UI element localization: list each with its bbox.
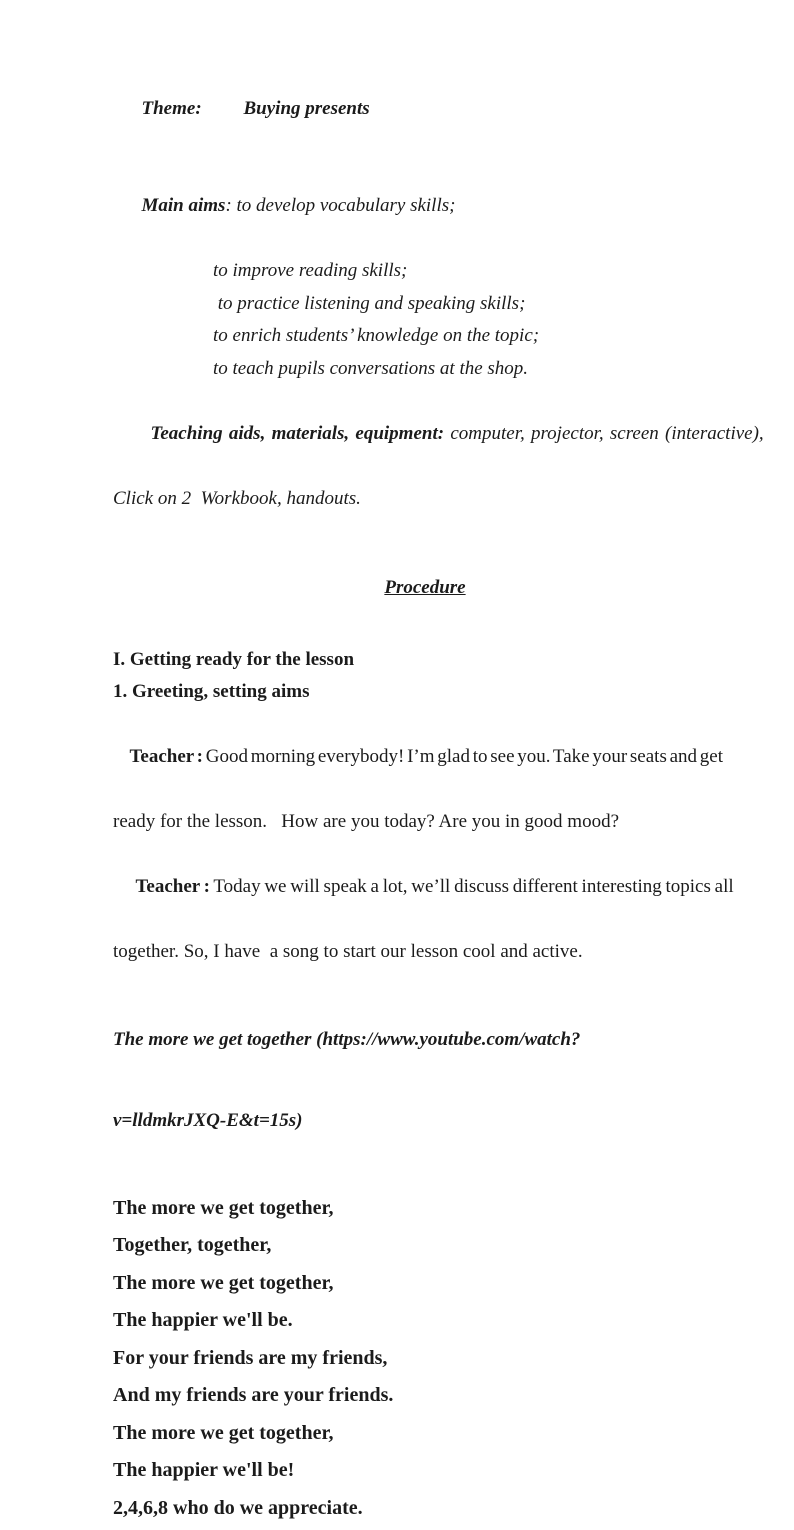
theme-label-box: [142, 93, 244, 126]
aim-line-3: to practice listening and speaking skills;: [213, 292, 526, 314]
section-heading-2: 1. Greeting, setting aims: [113, 681, 310, 702]
song-title-line-2: v=lldmkrJXQ-E&t=15s): [113, 1109, 303, 1131]
teacher2-line-2: together. So, I have a song to start our lesson cool and active.: [113, 941, 583, 962]
aim-line-1: to develop vocabulary skills;: [236, 195, 456, 216]
song-line: The happier we'll be!: [113, 1459, 295, 1481]
teaching-aids-line-2: Click on 2 Workbook, handouts.: [113, 487, 361, 509]
song-line: The more we get together,: [113, 1196, 334, 1219]
teaching-aids-line-1: [113, 385, 764, 483]
document-content: [113, 60, 764, 1530]
section-heading-1: I. Getting ready for the lesson: [113, 648, 355, 670]
song-line: The more we get together,: [113, 1421, 334, 1444]
teacher-label: Teacher :: [129, 746, 203, 767]
teacher2-text-1: Today we will speak a lot, we’ll discuss different interesting topics all: [209, 876, 734, 897]
song-line: Together, together,: [113, 1234, 272, 1256]
teacher-label-2: Teacher :: [135, 876, 210, 897]
main-aims-row: [113, 158, 737, 256]
procedure-heading-row: [113, 572, 737, 605]
teacher1-text-1: Good morning everybody! I’m glad to see you. Take your seats and get: [202, 746, 723, 767]
song-line: And my friends are your friends.: [113, 1384, 394, 1406]
teaching-aids-rest: computer, projector, screen (interactive),: [444, 422, 764, 444]
aim-line-2: to improve reading skills;: [213, 260, 408, 281]
song-title: [113, 972, 737, 1188]
teaching-aids-label: Teaching aids, materials, equipment:: [150, 422, 445, 444]
aim-line-5: to teach pupils conversations at the shop.: [213, 357, 529, 379]
teacher1-line-1: [113, 709, 737, 807]
theme-label: Theme:: [141, 97, 202, 119]
main-aims-colon: :: [225, 195, 232, 216]
aim-line-4: to enrich students’ knowledge on the topic;: [213, 325, 540, 346]
song-line: 2,4,6,8 who do we appreciate.: [113, 1496, 363, 1519]
main-aims-label: Main aims: [141, 195, 226, 216]
procedure-heading: Procedure: [384, 577, 466, 598]
main-aims-label-box: [142, 190, 237, 223]
song-title-line-1: The more we get together (https://www.youtube.com/watch?: [113, 1028, 581, 1050]
song-line: For your friends are my friends,: [113, 1346, 388, 1369]
song-line: The happier we'll be.: [113, 1309, 293, 1331]
teacher2-line-1: [113, 839, 737, 937]
teacher1-line-2: ready for the lesson. How are you today? Are you in good mood?: [113, 811, 620, 832]
theme-row: [113, 60, 737, 158]
theme-value: Buying presents: [243, 97, 370, 119]
song-line: The more we get together,: [113, 1271, 334, 1294]
